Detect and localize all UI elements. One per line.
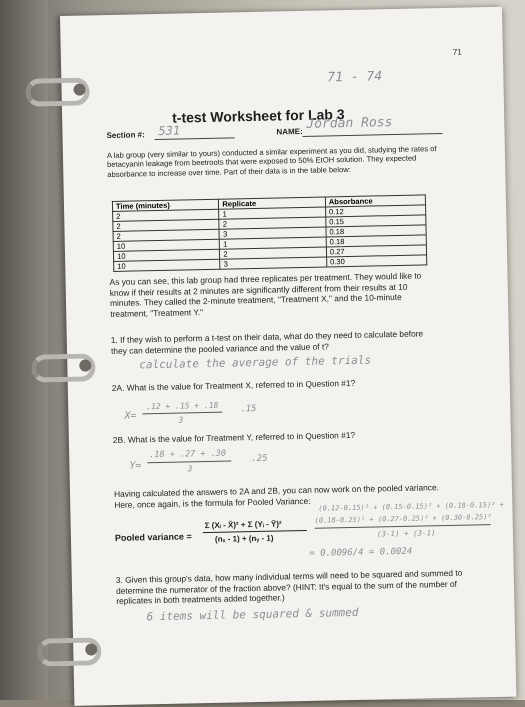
fraction-bar: [147, 461, 231, 464]
pooled-variance-label: Pooled variance =: [114, 531, 192, 543]
cell-time: 10: [114, 259, 221, 271]
col-header-replicate: Replicate: [219, 197, 326, 209]
answer-2a-denominator: 3: [178, 415, 184, 425]
cell-time: 10: [113, 239, 220, 251]
work-line-1: (0.12-0.15)² + (0.15-0.15)² + (0.18-0.15)² +: [318, 500, 504, 513]
cell-absorbance: 0.18: [326, 225, 426, 237]
pooled-variance-intro: Having calculated the answers to 2A and 2B, you can now work on the pooled variance. Here, once again, is the formula for Pooled Variance:: [113, 482, 440, 510]
answer-2a-result: .15: [240, 403, 257, 415]
cell-replicate: 1: [219, 207, 326, 219]
cell-absorbance: 0.27: [326, 245, 426, 257]
cell-replicate: 2: [219, 217, 326, 229]
name-label: NAME:: [276, 126, 303, 137]
answer-2a-numerator: .12 + .15 + .18: [146, 400, 219, 412]
work-denominator: (3-1) + (3-1): [376, 528, 436, 539]
cell-replicate: 3: [220, 257, 327, 269]
col-header-time: Time (minutes): [112, 199, 219, 211]
cell-time: 2: [113, 209, 220, 221]
section-value: 531: [158, 123, 181, 138]
work-result: = 0.0096/4 = 0.0024: [309, 546, 413, 559]
question-2b: 2B. What is the value for Treatment Y, referred to in Question #1?: [112, 429, 356, 445]
question-2a: 2A. What is the value for Treatment X, referred to in Question #1?: [111, 377, 356, 393]
answer-1: calculate the average of the trials: [139, 353, 372, 372]
absorbance-table: [112, 194, 427, 272]
cell-absorbance: 0.15: [326, 215, 426, 227]
cell-replicate: 1: [220, 237, 327, 249]
section-label: Section #:: [106, 130, 145, 141]
answer-3: 6 items will be squared & summed: [146, 605, 359, 624]
worksheet-page: [60, 7, 516, 706]
formula-fraction-bar: [203, 530, 307, 533]
worksheet-title: t-test Worksheet for Lab 3: [171, 106, 345, 126]
answer-2b-denominator: 3: [187, 464, 193, 474]
cell-absorbance: 0.30: [326, 255, 426, 267]
cell-absorbance: 0.18: [326, 235, 426, 247]
col-header-absorbance: Absorbance: [325, 195, 425, 207]
name-underline: [303, 133, 443, 137]
answer-2b-result: .25: [251, 453, 268, 465]
cell-replicate: 2: [220, 247, 327, 259]
answer-2b-numerator: .18 + .27 + .30: [149, 448, 227, 461]
question-1: 1. If they wish to perform a t-test on their data, what do they need to calculate before they can determine the pooled variance and the value of t?: [110, 328, 424, 356]
question-3: 3. Given this group's data, how many individual terms will need to be squared and summed to determine the numerator of the fraction above? (HINT: It's equal to the sum of the number of replicates in both treatments added together.): [115, 567, 463, 606]
cell-time: 10: [113, 249, 220, 261]
handwritten-page-range: 71 - 74: [327, 69, 383, 86]
cell-replicate: 3: [219, 227, 326, 239]
cell-time: 2: [113, 219, 220, 231]
explanation-paragraph: As you can see, this lab group had three replicates per treatment. They would like to know if their results at 2 minutes are significantly different from their results at 10 minutes. They called the 2-minute treatment, "Treatment X," and the 10-minute treatment, "Treatment Y.": [109, 270, 422, 319]
intro-paragraph: A lab group (very similar to yours) conducted a similar experiment as you did, studying the rates of betacyanin leakage from beetroots that were exposed to 50% EtOH solution. They expected absorbance to increase over time. Part of their data is in the table below:: [106, 144, 437, 179]
cell-absorbance: 0.12: [325, 205, 425, 217]
answer-2a-var: X=: [124, 410, 137, 422]
name-value: Jordan Ross: [306, 115, 393, 132]
formula-denominator: (nₓ - 1) + (nᵧ - 1): [214, 533, 274, 544]
formula-numerator: Σ (Xᵢ - X̄)² + Σ (Yᵢ - Ȳ)²: [204, 519, 282, 531]
page-number: 71: [452, 47, 462, 57]
answer-2b-var: Y=: [129, 460, 142, 472]
work-line-2: (0.18-0.25)² + (0.27-0.25)² + (0.30-0.25)²: [314, 513, 492, 525]
fraction-bar: [142, 412, 222, 415]
cell-time: 2: [113, 229, 220, 241]
